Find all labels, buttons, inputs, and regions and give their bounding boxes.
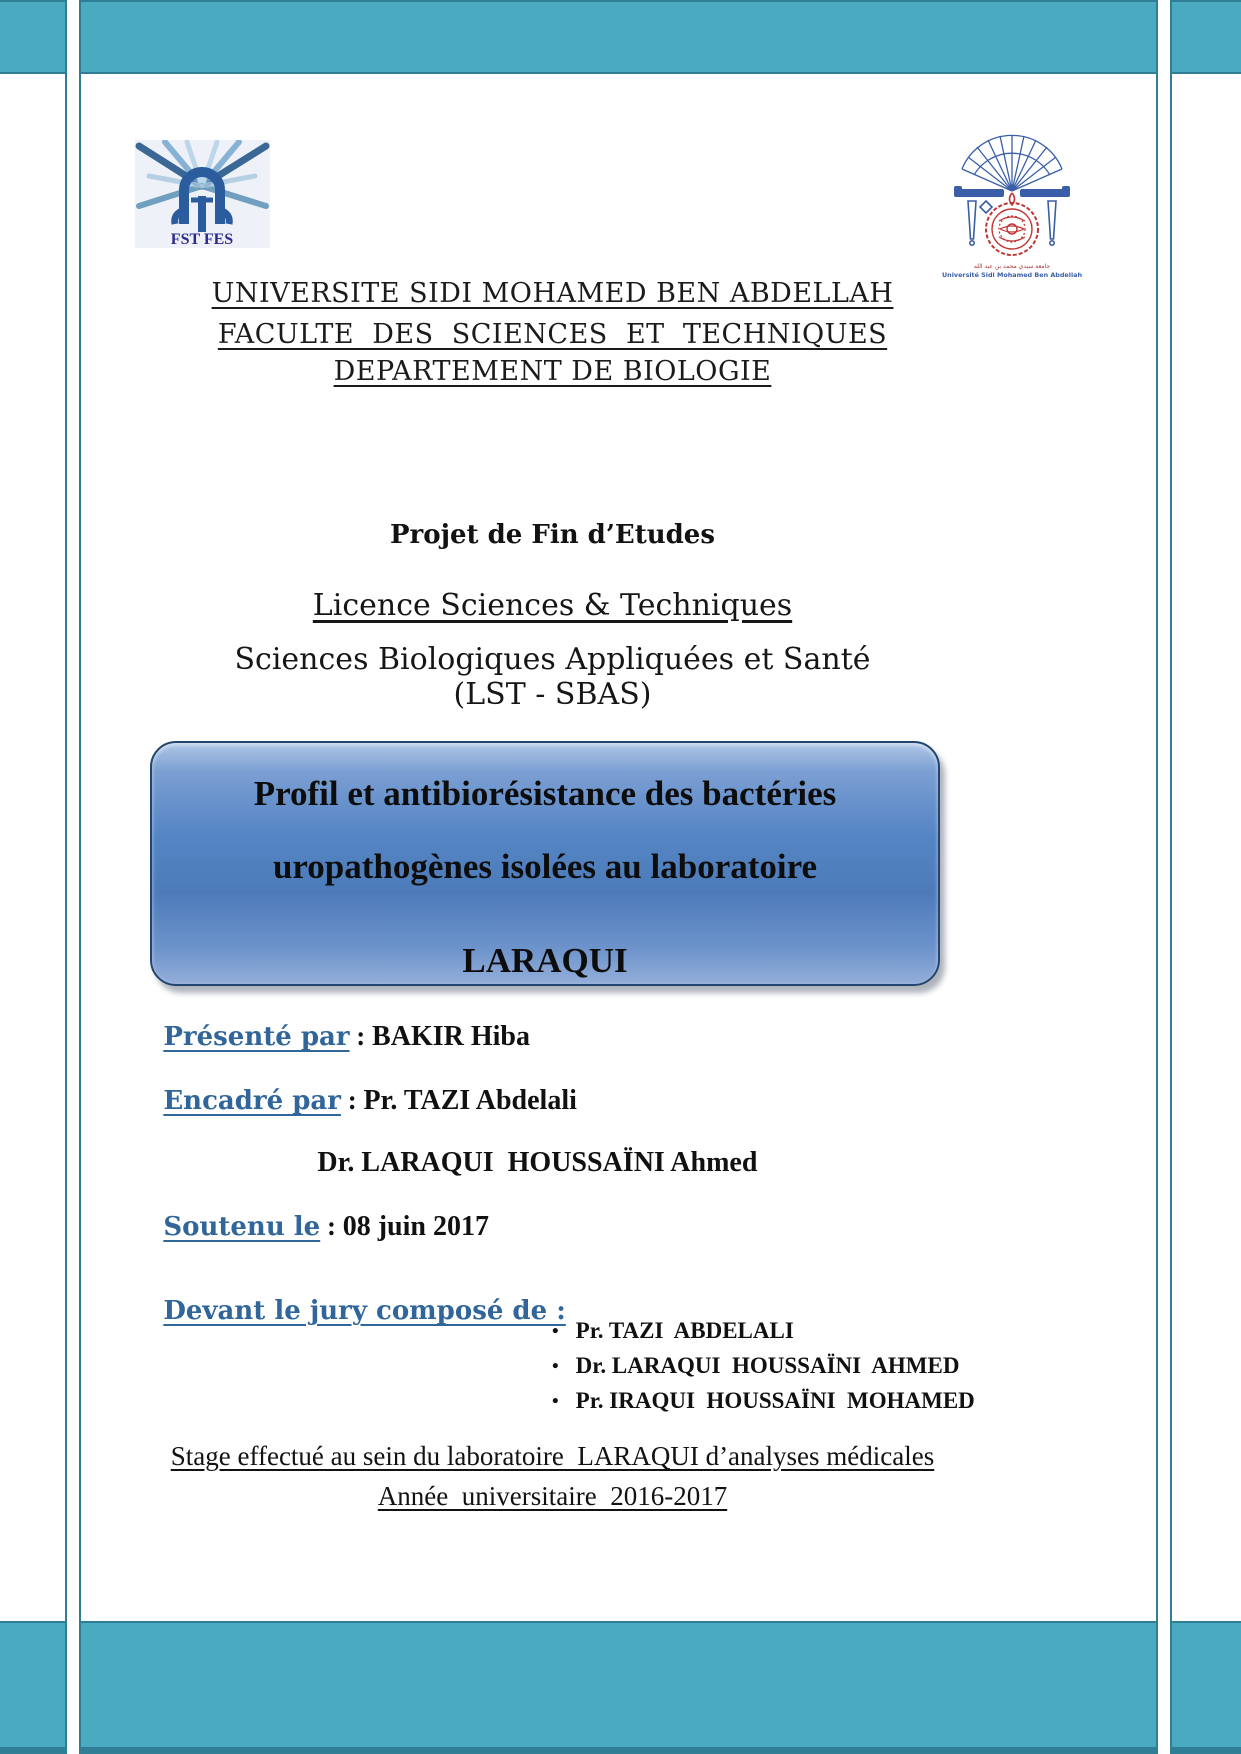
usmba-caption: Université Sidi Mohamed Ben Abdellah xyxy=(942,271,1082,279)
thesis-title-line1: Profil et antibiorésistance des bactéries xyxy=(253,774,837,813)
project-type: Projet de Fin d’Etudes xyxy=(390,520,715,550)
colon-separator: : xyxy=(349,1021,373,1051)
defense-date: 08 juin 2017 xyxy=(342,1211,489,1242)
specialty-abbreviation: (LST - SBAS) xyxy=(453,677,652,712)
frame-line-right-inner xyxy=(1156,0,1158,1754)
presented-by-line xyxy=(143,1002,530,1072)
jury-member-name: Pr. IRAQUI HOUSSAÏNI MOHAMED xyxy=(575,1388,975,1413)
frame-line-right-outer xyxy=(1170,0,1172,1754)
bullet-icon: • xyxy=(552,1356,559,1377)
presented-by-label: Présenté par xyxy=(163,1022,350,1052)
fst-fes-logo-graphic xyxy=(135,140,270,248)
jury-list xyxy=(552,1318,975,1423)
degree-name: Licence Sciences & Techniques xyxy=(312,588,793,623)
department-name: DEPARTEMENT DE BIOLOGIE xyxy=(333,356,772,387)
frame-band-bottom-edge xyxy=(0,1747,1241,1754)
fst-fes-caption: FST FES xyxy=(170,231,234,248)
usmba-logo-graphic xyxy=(942,131,1082,280)
frame-band-top xyxy=(0,0,1241,74)
jury-member xyxy=(552,1353,975,1388)
supervisor-2-name: Dr. LARAQUI HOUSSAÏNI Ahmed xyxy=(317,1147,758,1178)
frame-line-left-outer xyxy=(65,0,67,1754)
frame-band-bottom xyxy=(0,1621,1241,1754)
frame-line-left-inner xyxy=(79,0,81,1754)
bullet-icon: • xyxy=(552,1321,559,1342)
fst-fes-logo xyxy=(135,140,270,248)
frame-gap-right xyxy=(1158,0,1170,1754)
jury-member-name: Pr. TAZI ABDELALI xyxy=(575,1318,794,1343)
university-name: UNIVERSITE SIDI MOHAMED BEN ABDELLAH xyxy=(211,278,894,309)
thesis-title-line2: uropathogènes isolées au laboratoire xyxy=(272,847,818,886)
jury-member xyxy=(552,1388,975,1423)
author-name: BAKIR Hiba xyxy=(372,1021,530,1052)
supervised-by-line xyxy=(143,1066,577,1136)
specialty-name: Sciences Biologiques Appliquées et Santé xyxy=(234,642,871,677)
jury-member-name: Dr. LARAQUI HOUSSAÏNI AHMED xyxy=(575,1353,960,1378)
defense-date-line xyxy=(143,1192,489,1262)
usmba-logo xyxy=(942,131,1082,280)
colon-separator: : xyxy=(320,1211,343,1241)
supervisor-2-line xyxy=(297,1128,757,1198)
bullet-icon: • xyxy=(552,1391,559,1412)
faculty-name: FACULTE DES SCIENCES ET TECHNIQUES xyxy=(217,319,888,350)
colon-separator: : xyxy=(340,1085,364,1115)
academic-year: Année universitaire 2016-2017 xyxy=(377,1481,728,1511)
thesis-title-line3: LARAQUI xyxy=(462,941,628,980)
frame-gap-left xyxy=(67,0,79,1754)
usmba-caption-arabic: جامعة سيدي محمد بن عبد الله xyxy=(973,263,1051,270)
jury-member xyxy=(552,1318,975,1353)
thesis-title-box xyxy=(150,741,940,986)
defense-date-label: Soutenu le xyxy=(163,1212,321,1242)
internship-note: Stage effectué au sein du laboratoire LARAQUI d’analyses médicales xyxy=(170,1441,935,1471)
supervised-by-label: Encadré par xyxy=(163,1086,341,1116)
jury-heading: Devant le jury composé de : xyxy=(163,1296,566,1326)
supervisor-1-name: Pr. TAZI Abdelali xyxy=(363,1085,577,1116)
